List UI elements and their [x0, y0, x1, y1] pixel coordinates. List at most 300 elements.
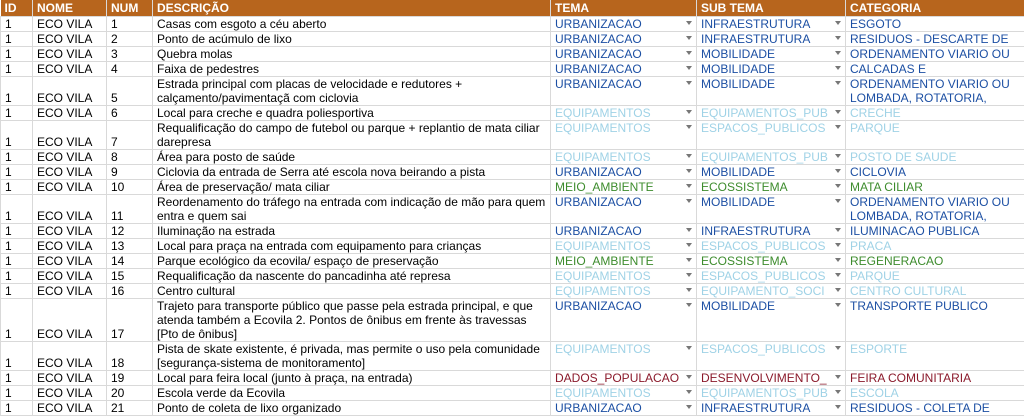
cell-nome[interactable] [33, 106, 107, 121]
cell-num[interactable] [107, 342, 153, 371]
cell-nome[interactable] [33, 121, 107, 150]
cell-descricao-text: Quebra molas [157, 47, 233, 61]
cell-categoria[interactable] [846, 47, 1024, 62]
table-row [1, 121, 1024, 150]
cell-nome[interactable] [33, 32, 107, 47]
sub-tema-dropdown-text: MOBILIDADE [701, 299, 776, 313]
table-row [1, 239, 1024, 254]
sub-tema-dropdown-text: ESPACOS_PUBLICOS [701, 342, 826, 356]
dropdown-arrow-icon[interactable] [835, 36, 841, 40]
tema-dropdown[interactable] [551, 77, 697, 106]
cell-num[interactable] [107, 77, 153, 106]
cell-descricao[interactable] [153, 386, 551, 401]
sub-tema-dropdown-text: MOBILIDADE [701, 165, 776, 179]
cell-id[interactable] [1, 47, 33, 62]
header-nome[interactable]: NOME [33, 0, 107, 17]
cell-categoria[interactable] [846, 284, 1024, 299]
cell-categoria[interactable] [846, 62, 1024, 77]
tema-dropdown-text: URBANIZACAO [555, 47, 642, 61]
cell-num[interactable] [107, 150, 153, 165]
tema-dropdown[interactable] [551, 401, 697, 416]
cell-num-text: 16 [111, 284, 125, 298]
table-row [1, 401, 1024, 416]
cell-id[interactable] [1, 121, 33, 150]
cell-categoria[interactable] [846, 165, 1024, 180]
dropdown-arrow-icon[interactable] [686, 288, 692, 292]
dropdown-arrow-icon[interactable] [686, 184, 692, 188]
tema-dropdown-text: EQUIPAMENTOS [555, 121, 651, 135]
dropdown-arrow-icon[interactable] [835, 66, 841, 70]
cell-nome-text: ECO VILA [37, 150, 93, 164]
cell-descricao[interactable] [153, 254, 551, 269]
cell-id[interactable] [1, 77, 33, 106]
header-id[interactable]: ID [1, 0, 33, 17]
cell-descricao-text: Requalificação do campo de futebol ou parque + replantio de mata ciliar darepresa [157, 121, 540, 149]
cell-categoria[interactable] [846, 17, 1024, 32]
sub-tema-dropdown[interactable] [697, 371, 846, 386]
cell-num-text: 12 [111, 224, 125, 238]
sub-tema-dropdown[interactable] [697, 62, 846, 77]
tema-dropdown-text: URBANIZACAO [555, 165, 642, 179]
sub-tema-dropdown[interactable] [697, 401, 846, 416]
cell-descricao-text: Ponto de acúmulo de lixo [157, 32, 292, 46]
cell-descricao-text: Requalificação da nascente do pancadinha até represa [157, 269, 451, 283]
dropdown-arrow-icon[interactable] [835, 346, 841, 350]
cell-num[interactable] [107, 180, 153, 195]
sub-tema-dropdown[interactable] [697, 150, 846, 165]
dropdown-arrow-icon[interactable] [686, 405, 692, 409]
cell-num[interactable] [107, 62, 153, 77]
sub-tema-dropdown[interactable] [697, 386, 846, 401]
cell-categoria-text: ESCOLA [850, 386, 899, 400]
cell-nome[interactable] [33, 386, 107, 401]
cell-id[interactable] [1, 386, 33, 401]
cell-descricao-text: Área de preservação/ mata ciliar [157, 180, 330, 194]
cell-nome-text: ECO VILA [37, 209, 93, 223]
tema-dropdown-text: MEIO_AMBIENTE [555, 254, 654, 268]
cell-nome[interactable] [33, 77, 107, 106]
cell-nome[interactable] [33, 239, 107, 254]
cell-id[interactable] [1, 32, 33, 47]
cell-id[interactable] [1, 284, 33, 299]
header-tema[interactable]: TEMA [551, 0, 697, 17]
cell-descricao[interactable] [153, 180, 551, 195]
cell-nome[interactable] [33, 195, 107, 224]
cell-descricao[interactable] [153, 224, 551, 239]
cell-id-text: 1 [5, 150, 12, 164]
dropdown-arrow-icon[interactable] [835, 405, 841, 409]
tema-dropdown-text: URBANIZACAO [555, 299, 642, 313]
cell-descricao-text: Reordenamento do tráfego na entrada com indicação de mão para quem entra e quem sai [157, 195, 546, 223]
cell-categoria[interactable] [846, 299, 1024, 342]
cell-id[interactable] [1, 254, 33, 269]
cell-id[interactable] [1, 371, 33, 386]
tema-dropdown-text: MEIO_AMBIENTE [555, 180, 654, 194]
cell-nome-text: ECO VILA [37, 224, 93, 238]
cell-descricao[interactable] [153, 150, 551, 165]
dropdown-arrow-icon[interactable] [686, 21, 692, 25]
tema-dropdown-text: URBANIZACAO [555, 195, 642, 209]
cell-categoria[interactable] [846, 224, 1024, 239]
cell-nome[interactable] [33, 47, 107, 62]
dropdown-arrow-icon[interactable] [835, 273, 841, 277]
dropdown-arrow-icon[interactable] [686, 154, 692, 158]
cell-num-text: 7 [111, 135, 118, 149]
cell-categoria-text: PARQUE [850, 121, 900, 135]
header-sub-tema[interactable]: SUB TEMA [697, 0, 846, 17]
cell-descricao-text: Parque ecológico da ecovila/ espaço de preservação [157, 254, 439, 268]
cell-descricao[interactable] [153, 284, 551, 299]
cell-nome-text: ECO VILA [37, 269, 93, 283]
sub-tema-dropdown[interactable] [697, 121, 846, 150]
dropdown-arrow-icon[interactable] [835, 169, 841, 173]
tema-dropdown-text: EQUIPAMENTOS [555, 239, 651, 253]
cell-num[interactable] [107, 121, 153, 150]
sub-tema-dropdown[interactable] [697, 165, 846, 180]
cell-descricao-text: Faixa de pedestres [157, 62, 260, 76]
dropdown-arrow-icon[interactable] [835, 81, 841, 85]
cell-nome[interactable] [33, 284, 107, 299]
table-row [1, 32, 1024, 47]
cell-id-text: 1 [5, 209, 12, 223]
cell-descricao-text: Casas com esgoto a céu aberto [157, 17, 327, 31]
cell-num[interactable] [107, 195, 153, 224]
sub-tema-dropdown-text: ESPACOS_PUBLICOS [701, 239, 826, 253]
cell-id-text: 1 [5, 269, 12, 283]
dropdown-arrow-icon[interactable] [686, 375, 692, 379]
table-row [1, 180, 1024, 195]
dropdown-arrow-icon[interactable] [835, 243, 841, 247]
cell-num[interactable] [107, 106, 153, 121]
tema-dropdown[interactable] [551, 299, 697, 342]
cell-num-text: 19 [111, 371, 125, 385]
tema-dropdown-text: EQUIPAMENTOS [555, 386, 651, 400]
dropdown-arrow-icon[interactable] [835, 51, 841, 55]
dropdown-arrow-icon[interactable] [686, 243, 692, 247]
cell-descricao-text: Centro cultural [157, 284, 236, 298]
cell-descricao-text: Ponto de coleta de lixo organizado [157, 401, 342, 415]
cell-descricao[interactable] [153, 77, 551, 106]
dropdown-arrow-icon[interactable] [686, 258, 692, 262]
tema-dropdown[interactable] [551, 224, 697, 239]
header-num[interactable]: NUM [107, 0, 153, 17]
cell-id[interactable] [1, 342, 33, 371]
dropdown-arrow-icon[interactable] [835, 154, 841, 158]
dropdown-arrow-icon[interactable] [835, 21, 841, 25]
sub-tema-dropdown[interactable] [697, 284, 846, 299]
cell-categoria[interactable] [846, 180, 1024, 195]
dropdown-arrow-icon[interactable] [835, 258, 841, 262]
dropdown-arrow-icon[interactable] [686, 303, 692, 307]
table-row [1, 254, 1024, 269]
tema-dropdown[interactable] [551, 180, 697, 195]
sub-tema-dropdown-text: INFRAESTRUTURA [701, 401, 811, 415]
cell-categoria[interactable] [846, 150, 1024, 165]
dropdown-arrow-icon[interactable] [835, 110, 841, 114]
cell-num[interactable] [107, 17, 153, 32]
cell-id[interactable] [1, 62, 33, 77]
table-row [1, 62, 1024, 77]
cell-nome[interactable] [33, 150, 107, 165]
cell-id[interactable] [1, 269, 33, 284]
dropdown-arrow-icon[interactable] [686, 273, 692, 277]
cell-descricao-text: Local para feira local (junto à praça, na entrada) [157, 371, 413, 385]
table-row [1, 224, 1024, 239]
cell-descricao[interactable] [153, 269, 551, 284]
cell-categoria[interactable] [846, 77, 1024, 106]
cell-id[interactable] [1, 17, 33, 32]
cell-id-text: 1 [5, 165, 12, 179]
cell-id[interactable] [1, 239, 33, 254]
cell-num[interactable] [107, 401, 153, 416]
sub-tema-dropdown[interactable] [697, 180, 846, 195]
cell-categoria[interactable] [846, 239, 1024, 254]
cell-num-text: 17 [111, 327, 125, 341]
cell-nome[interactable] [33, 62, 107, 77]
dropdown-arrow-icon[interactable] [686, 36, 692, 40]
cell-nome-text: ECO VILA [37, 180, 93, 194]
cell-descricao[interactable] [153, 239, 551, 254]
sub-tema-dropdown[interactable] [697, 77, 846, 106]
dropdown-arrow-icon[interactable] [686, 346, 692, 350]
cell-descricao[interactable] [153, 195, 551, 224]
sub-tema-dropdown[interactable] [697, 299, 846, 342]
tema-dropdown[interactable] [551, 106, 697, 121]
cell-nome[interactable] [33, 17, 107, 32]
cell-id[interactable] [1, 401, 33, 416]
cell-nome-text: ECO VILA [37, 17, 93, 31]
cell-categoria[interactable] [846, 254, 1024, 269]
cell-num-text: 9 [111, 165, 118, 179]
cell-id[interactable] [1, 195, 33, 224]
cell-descricao[interactable] [153, 342, 551, 371]
cell-nome-text: ECO VILA [37, 386, 93, 400]
sub-tema-dropdown[interactable] [697, 32, 846, 47]
tema-dropdown[interactable] [551, 32, 697, 47]
dropdown-arrow-icon[interactable] [686, 228, 692, 232]
dropdown-arrow-icon[interactable] [835, 228, 841, 232]
dropdown-arrow-icon[interactable] [686, 199, 692, 203]
cell-nome[interactable] [33, 224, 107, 239]
cell-categoria[interactable] [846, 195, 1024, 224]
sub-tema-dropdown-text: MOBILIDADE [701, 195, 776, 209]
sub-tema-dropdown[interactable] [697, 342, 846, 371]
cell-nome[interactable] [33, 401, 107, 416]
tema-dropdown[interactable] [551, 17, 697, 32]
cell-num-text: 11 [111, 209, 124, 223]
cell-id-text: 1 [5, 239, 12, 253]
cell-num-text: 3 [111, 47, 118, 61]
dropdown-arrow-icon[interactable] [835, 288, 841, 292]
cell-descricao[interactable] [153, 299, 551, 342]
cell-id-text: 1 [5, 62, 12, 76]
dropdown-arrow-icon[interactable] [835, 125, 841, 129]
cell-categoria[interactable] [846, 269, 1024, 284]
cell-descricao[interactable] [153, 32, 551, 47]
cell-nome-text: ECO VILA [37, 135, 93, 149]
tema-dropdown[interactable] [551, 62, 697, 77]
cell-num-text: 6 [111, 106, 118, 120]
cell-categoria[interactable] [846, 106, 1024, 121]
dropdown-arrow-icon[interactable] [835, 184, 841, 188]
cell-descricao[interactable] [153, 401, 551, 416]
cell-descricao-text: Iluminação na estrada [157, 224, 276, 238]
cell-num[interactable] [107, 386, 153, 401]
cell-categoria-text: PARQUE [850, 269, 900, 283]
cell-num-text: 8 [111, 150, 118, 164]
cell-categoria[interactable] [846, 386, 1024, 401]
tema-dropdown[interactable] [551, 371, 697, 386]
cell-nome[interactable] [33, 254, 107, 269]
cell-nome[interactable] [33, 371, 107, 386]
tema-dropdown-text: URBANIZACAO [555, 77, 642, 91]
sub-tema-dropdown[interactable] [697, 254, 846, 269]
tema-dropdown[interactable] [551, 254, 697, 269]
table-row [1, 195, 1024, 224]
cell-descricao-text: Pista de skate existente, é privada, mas permite o uso pela comunidade [segurança-sistema de monitoramento] [157, 342, 540, 370]
cell-nome-text: ECO VILA [37, 91, 93, 105]
cell-categoria-text: REGENERACAO [850, 254, 944, 268]
tema-dropdown[interactable] [551, 195, 697, 224]
dropdown-arrow-icon[interactable] [835, 390, 841, 394]
cell-categoria[interactable] [846, 121, 1024, 150]
cell-categoria-text: FEIRA COMUNITARIA [850, 371, 972, 385]
cell-categoria[interactable] [846, 371, 1024, 386]
tema-dropdown[interactable] [551, 165, 697, 180]
cell-categoria-text: CICLOVIA [850, 165, 907, 179]
header-categoria[interactable]: CATEGORIA [846, 0, 1024, 17]
cell-num[interactable] [107, 269, 153, 284]
tema-dropdown[interactable] [551, 386, 697, 401]
cell-num[interactable] [107, 254, 153, 269]
cell-id[interactable] [1, 165, 33, 180]
cell-num[interactable] [107, 239, 153, 254]
header-row [1, 0, 1024, 17]
sub-tema-dropdown-text: ECOSSISTEMA [701, 254, 788, 268]
sub-tema-dropdown-text: MOBILIDADE [701, 62, 776, 76]
sub-tema-dropdown[interactable] [697, 106, 846, 121]
cell-nome[interactable] [33, 165, 107, 180]
cell-id-text: 1 [5, 106, 12, 120]
cell-num[interactable] [107, 32, 153, 47]
sub-tema-dropdown[interactable] [697, 17, 846, 32]
tema-dropdown[interactable] [551, 269, 697, 284]
cell-nome-text: ECO VILA [37, 106, 93, 120]
cell-num[interactable] [107, 224, 153, 239]
sub-tema-dropdown[interactable] [697, 195, 846, 224]
cell-categoria-text: ORDENAMENTO VIARIO OU [850, 47, 1010, 61]
cell-descricao[interactable] [153, 371, 551, 386]
sub-tema-dropdown-text: EQUIPAMENTOS_PUB [701, 386, 828, 400]
tema-dropdown[interactable] [551, 342, 697, 371]
cell-num[interactable] [107, 371, 153, 386]
dropdown-arrow-icon[interactable] [686, 110, 692, 114]
dropdown-arrow-icon[interactable] [835, 303, 841, 307]
dropdown-arrow-icon[interactable] [835, 375, 841, 379]
tema-dropdown[interactable] [551, 47, 697, 62]
cell-num[interactable] [107, 47, 153, 62]
cell-nome[interactable] [33, 342, 107, 371]
cell-descricao[interactable] [153, 47, 551, 62]
cell-num[interactable] [107, 284, 153, 299]
tema-dropdown[interactable] [551, 150, 697, 165]
tema-dropdown[interactable] [551, 284, 697, 299]
cell-id[interactable] [1, 106, 33, 121]
dropdown-arrow-icon[interactable] [686, 390, 692, 394]
table-row [1, 150, 1024, 165]
cell-categoria-text: ORDENAMENTO VIARIO OU LOMBADA, ROTATORIA, [850, 77, 1010, 105]
cell-nome[interactable] [33, 299, 107, 342]
cell-categoria[interactable] [846, 32, 1024, 47]
tema-dropdown[interactable] [551, 239, 697, 254]
cell-categoria[interactable] [846, 342, 1024, 371]
cell-id[interactable] [1, 150, 33, 165]
sub-tema-dropdown[interactable] [697, 269, 846, 284]
cell-descricao[interactable] [153, 17, 551, 32]
cell-num-text: 18 [111, 356, 125, 370]
cell-nome-text: ECO VILA [37, 401, 93, 415]
dropdown-arrow-icon[interactable] [686, 51, 692, 55]
cell-categoria-text: PRACA [850, 239, 892, 253]
tema-dropdown-text: EQUIPAMENTOS [555, 150, 651, 164]
tema-dropdown-text: EQUIPAMENTOS [555, 269, 651, 283]
cell-categoria[interactable] [846, 401, 1024, 416]
cell-descricao[interactable] [153, 165, 551, 180]
dropdown-arrow-icon[interactable] [686, 125, 692, 129]
table-row [1, 284, 1024, 299]
table-row [1, 77, 1024, 106]
dropdown-arrow-icon[interactable] [835, 199, 841, 203]
cell-num-text: 5 [111, 91, 118, 105]
sub-tema-dropdown[interactable] [697, 239, 846, 254]
cell-id[interactable] [1, 224, 33, 239]
cell-nome-text: ECO VILA [37, 356, 93, 370]
cell-descricao-text: Local para creche e quadra poliesportiva [157, 106, 374, 120]
cell-nome[interactable] [33, 269, 107, 284]
dropdown-arrow-icon[interactable] [686, 66, 692, 70]
header-descricao[interactable]: DESCRIÇÃO [153, 0, 551, 17]
cell-num[interactable] [107, 165, 153, 180]
sub-tema-dropdown-text: INFRAESTRUTURA [701, 17, 811, 31]
cell-nome-text: ECO VILA [37, 239, 93, 253]
cell-id-text: 1 [5, 356, 12, 370]
cell-categoria-text: ORDENAMENTO VIARIO OU LOMBADA, ROTATORIA, [850, 195, 1010, 223]
cell-num-text: 21 [111, 401, 125, 415]
tema-dropdown[interactable] [551, 121, 697, 150]
dropdown-arrow-icon[interactable] [686, 169, 692, 173]
dropdown-arrow-icon[interactable] [686, 81, 692, 85]
cell-nome[interactable] [33, 180, 107, 195]
cell-id-text: 1 [5, 327, 12, 341]
tema-dropdown-text: URBANIZACAO [555, 62, 642, 76]
cell-num-text: 15 [111, 269, 125, 283]
cell-id[interactable] [1, 180, 33, 195]
cell-categoria-text: MATA CILIAR [850, 180, 923, 194]
sub-tema-dropdown-text: ESPACOS_PUBLICOS [701, 121, 826, 135]
sub-tema-dropdown-text: ESPACOS_PUBLICOS [701, 269, 826, 283]
table-row [1, 47, 1024, 62]
table-row [1, 386, 1024, 401]
sub-tema-dropdown[interactable] [697, 47, 846, 62]
cell-categoria-text: CALCADAS E [850, 62, 927, 76]
cell-num[interactable] [107, 299, 153, 342]
cell-descricao[interactable] [153, 106, 551, 121]
cell-descricao[interactable] [153, 62, 551, 77]
cell-id[interactable] [1, 299, 33, 342]
table-row [1, 371, 1024, 386]
sub-tema-dropdown[interactable] [697, 224, 846, 239]
cell-descricao[interactable] [153, 121, 551, 150]
